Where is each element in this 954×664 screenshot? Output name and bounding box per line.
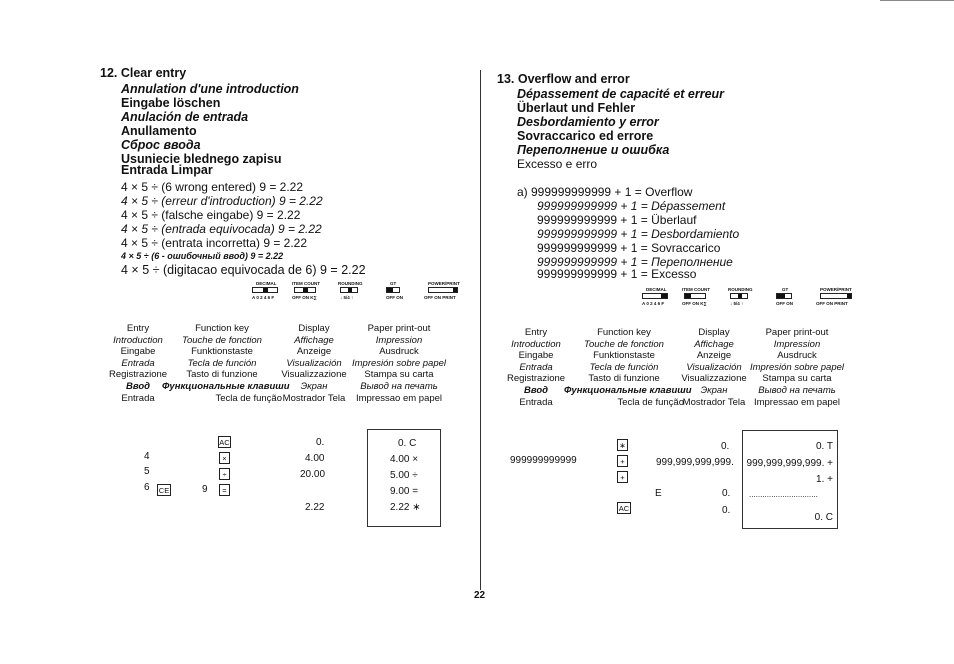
plus-key[interactable]: + [617, 455, 628, 467]
title-pl: Usuniecie blednego zapisu [121, 152, 282, 166]
example-es: 4 × 5 ÷ (entrada equivocada) 9 = 2.22 [121, 222, 322, 236]
divide-key[interactable]: ÷ [219, 468, 230, 480]
page-divider [480, 70, 481, 590]
display-value: 0. [722, 505, 731, 516]
column-paper: Paper print-out Impression Ausdruck Impresión sobre papel Stampa su carta Вывод на печать Impressao em papel [352, 323, 446, 404]
title-es: Anulación de entrada [121, 110, 249, 124]
decimal-switch[interactable] [642, 293, 668, 299]
display-value: 2.22 [305, 502, 325, 513]
title-it: Sovraccarico ed errore [517, 129, 654, 143]
display-value: 999,999,999,999. [656, 457, 734, 468]
example-ru: 4 × 5 ÷ (6 - ошибочный ввод) 9 = 2.22 [121, 251, 284, 261]
display-value: 20.00 [300, 469, 326, 480]
ac-key[interactable]: AC [618, 504, 630, 513]
example-de: 4 × 5 ÷ (falsche eingabe) 9 = 2.22 [121, 208, 301, 222]
display-value: 4.00 [305, 453, 325, 464]
gt-switch[interactable] [386, 287, 400, 293]
item-count-switch[interactable] [684, 293, 706, 299]
left-section-heading: 12. Clear entry [100, 66, 187, 80]
equals-key[interactable]: = [219, 484, 230, 496]
rounding-switch[interactable] [340, 287, 358, 293]
title-de: Überlaut und Fehler [517, 101, 636, 115]
edge-line [880, 0, 954, 1]
example-it: 999999999999 + 1 = Sovraccarico [537, 241, 721, 255]
column-entry: Entry Introduction Eingabe Entrada Registrazione Ввод Entrada [506, 327, 566, 408]
power-switch[interactable] [820, 293, 852, 299]
item-count-switch[interactable] [294, 287, 316, 293]
example-fr: 4 × 5 ÷ (erreur d'introduction) 9 = 2.22 [121, 194, 323, 208]
page-number: 22 [474, 590, 486, 601]
example-it: 4 × 5 ÷ (entrata incorretta) 9 = 2.22 [121, 236, 308, 250]
example-ru: 999999999999 + 1 = Переполнение [537, 255, 733, 269]
entry-value: 6 [144, 482, 150, 493]
title-ru: Переполнение и ошибка [517, 143, 670, 157]
column-function-key: Function key Touche de fonction Funktionstaste Tecla de función Tasto di funzione Функциональные клавиши Tecla de função [564, 327, 692, 408]
entry-value: 999999999999 [510, 455, 577, 466]
display-error: E [655, 488, 662, 499]
display-value: 0. [316, 437, 325, 448]
example-de: 999999999999 + 1 = Überlauf [537, 213, 697, 227]
example-en: a) 999999999999 + 1 = Overflow [517, 185, 693, 199]
paper-printout: 0. C 4.00 × 5.00 ÷ 9.00 = 2.22 ∗ [367, 429, 441, 527]
entry-value: 4 [144, 451, 150, 462]
example-es: 999999999999 + 1 = Desbordamiento [537, 227, 740, 241]
entry-value: 5 [144, 466, 150, 477]
column-display: Display Affichage Anzeige Visualización Visualizzazione Экран Mostrador Tela [681, 327, 747, 408]
rounding-switch[interactable] [730, 293, 748, 299]
power-switch[interactable] [428, 287, 458, 293]
title-es: Desbordamiento y error [517, 115, 659, 129]
title-ru: Сброс ввода [121, 138, 201, 152]
title-pt: Entrada Limpar [121, 163, 213, 177]
plus-key[interactable]: + [617, 471, 628, 483]
example-pt: 999999999999 + 1 = Excesso [537, 267, 697, 281]
title-it: Anullamento [121, 124, 197, 138]
gt-key[interactable]: ∗ [617, 439, 628, 451]
title-de: Eingabe löschen [121, 96, 221, 110]
title-fr: Dépassement de capacité et erreur [517, 87, 725, 101]
column-entry: Entry Introduction Eingabe Entrada Registrazione Ввод Entrada [108, 323, 168, 404]
column-display: Display Affichage Anzeige Visualización Visualizzazione Экран Mostrador Tela [281, 323, 347, 404]
ac-key[interactable]: AC [219, 438, 230, 447]
example-pt: 4 × 5 ÷ (digitacao equivocada de 6) 9 = 2.22 [121, 263, 366, 277]
column-function-key: Function key Touche de fonction Funktionstaste Tecla de función Tasto di funzione Функциональные клавиши Tecla de função [162, 323, 290, 404]
display-value: 0. [722, 488, 731, 499]
gt-switch[interactable] [776, 293, 792, 299]
paper-printout: 0. T 999,999,999,999. + 1. + ............................... 0. C [742, 430, 838, 529]
multiply-key[interactable]: × [219, 452, 230, 464]
entry-value: 9 [202, 484, 208, 495]
display-value: 0. [721, 441, 730, 452]
column-paper: Paper print-out Impression Ausdruck Impresión sobre papel Stampa su carta Вывод на печать Impressao em papel [750, 327, 844, 408]
title-pt: Excesso e erro [517, 157, 598, 171]
switch-panel: DECIMAL A 0 2 4 6 F ITEM COUNT OFF ON K∑ ROUNDING ↓ 5/4 ↑ GT OFF ON POWER/PRINT OFF ON PRINT [252, 281, 460, 300]
right-section-heading: 13. Overflow and error [497, 72, 630, 86]
example-fr: 999999999999 + 1 = Dépassement [537, 199, 726, 213]
decimal-switch[interactable] [252, 287, 278, 293]
switch-panel: DECIMAL A 0 2 4 6 F ITEM COUNT OFF ON K∑ ROUNDING ↓ 5/4 ↑ GT OFF ON POWER/PRINT OFF ON PRINT [642, 287, 852, 306]
ce-key[interactable]: CE [158, 486, 170, 495]
title-fr: Annulation d'une introduction [121, 82, 299, 96]
example-en: 4 × 5 ÷ (6 wrong entered) 9 = 2.22 [121, 180, 304, 194]
